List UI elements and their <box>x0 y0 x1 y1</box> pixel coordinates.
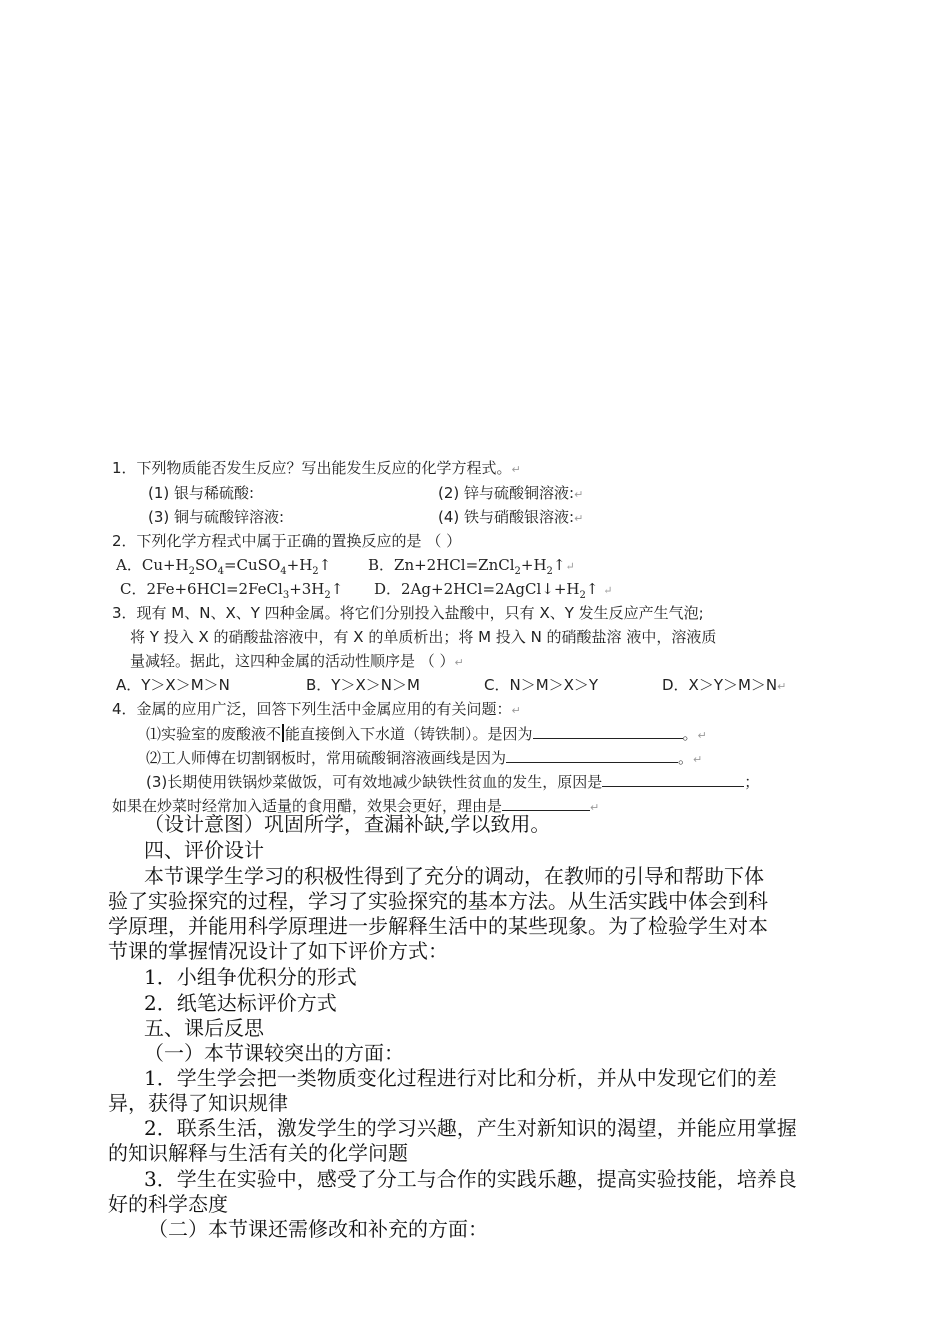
list-item: 2．联系生活，激发学生的学习兴趣，产生对新知识的渴望，并能应用掌握 <box>144 1116 797 1140</box>
paragraph-line: 本节课学生学习的积极性得到了充分的调动，在教师的引导和帮助下体 <box>144 864 764 888</box>
q4-sub-3-cont: 如果在炒菜时经常加入适量的食用醋，效果会更好，理由是 ↵ <box>112 797 600 815</box>
q3-line-1: 3．现有 M、N、X、Y 四种金属。将它们分别投入盐酸中，只有 X、Y 发生反应产生气泡; <box>112 604 704 622</box>
subheading-strengths: （一）本节课较突出的方面： <box>144 1041 404 1065</box>
exercise-image <box>112 456 824 815</box>
q3-option-b: B．Y＞X＞N＞M <box>306 676 420 694</box>
q2-option-d: D．$2Ag+2HCl=2AgCl↓+H_2↑$ ↵ <box>374 580 613 601</box>
q3-option-d: D．X＞Y＞M＞N↵ <box>662 676 787 694</box>
answer-blank <box>502 795 590 811</box>
q2-stem: 2．下列化学方程式中属于正确的置换反应的是 （ ） <box>112 532 462 550</box>
design-intent: （设计意图）巩固所学，查漏补缺,学以致用。 <box>144 812 551 836</box>
q1-item-4: (4) 铁与硝酸银溶液:↵ <box>438 508 584 526</box>
q4-stem: 4．金属的应用广泛，回答下列生活中金属应用的有关问题：↵ <box>112 700 521 718</box>
q2-option-a: A．$Cu+H_2SO_4=CuSO_4+H_2↑$ <box>116 556 332 577</box>
answer-blank <box>602 771 744 787</box>
q4-sub-1: ⑴实验室的废酸液不 能直接倒入下水道（铸铁制）。是因为 。↵ <box>146 725 707 743</box>
section-heading-evaluation: 四、评价设计 <box>144 838 264 862</box>
section-heading-reflection: 五、课后反思 <box>144 1016 264 1040</box>
q4-sub-2: ⑵工人师傅在切割钢板时，常用硫酸铜溶液画线是因为 。↵ <box>146 749 703 767</box>
q1-item-3: (3) 铜与硫酸锌溶液: <box>148 508 285 526</box>
list-item: 1．学生学会把一类物质变化过程进行对比和分析，并从中发现它们的差 <box>144 1066 777 1090</box>
paragraph-line: 节课的掌握情况设计了如下评价方式： <box>108 939 448 963</box>
q4-sub-3: (3)长期使用铁锅炒菜做饭，可有效地减少缺铁性贫血的发生，原因是 ； <box>146 773 760 791</box>
q3-line-3: 量减轻。据此，这四种金属的活动性顺序是 （ ）↵ <box>130 652 464 670</box>
q3-option-a: A．Y＞X＞M＞N <box>116 676 230 694</box>
subheading-improvements: （二）本节课还需修改和补充的方面： <box>148 1217 488 1241</box>
q1-item-2: (2) 锌与硫酸铜溶液:↵ <box>438 484 584 502</box>
text-cursor <box>282 724 284 742</box>
list-item: 3．学生在实验中，感受了分工与合作的实践乐趣，提高实验技能，培养良 <box>144 1167 797 1191</box>
q3-option-c: C．N＞M＞X＞Y <box>484 676 599 694</box>
q2-option-c: C．$2Fe+6HCl=2FeCl_3+3H_2↑$ <box>120 580 344 601</box>
paragraph-line: 验了实验探究的过程，学习了实验探究的基本方法。从生活实践中体会到科 <box>108 889 768 913</box>
q2-option-b: B．$Zn+2HCl=ZnCl_2+H_2↑↵$ <box>368 556 575 577</box>
paragraph-line: 的知识解释与生活有关的化学问题 <box>108 1141 408 1165</box>
list-item: 2．纸笔达标评价方式 <box>144 991 337 1015</box>
answer-blank <box>533 723 683 739</box>
list-item: 1．小组争优积分的形式 <box>144 965 357 989</box>
q3-line-2: 将 Y 投入 X 的硝酸盐溶液中，有 X 的单质析出；将 M 投入 N 的硝酸盐溶 液中，溶液质 <box>130 628 717 646</box>
paragraph-line: 好的科学态度 <box>108 1192 228 1216</box>
paragraph-line: 学原理，并能用科学原理进一步解释生活中的某些现象。为了检验学生对本 <box>108 914 768 938</box>
paragraph-line: 异，获得了知识规律 <box>108 1091 288 1115</box>
q1-item-1: (1) 银与稀硫酸: <box>148 484 255 502</box>
q1-stem: 1．下列物质能否发生反应？写出能发生反应的化学方程式。↵ <box>112 459 521 477</box>
answer-blank <box>506 747 678 763</box>
